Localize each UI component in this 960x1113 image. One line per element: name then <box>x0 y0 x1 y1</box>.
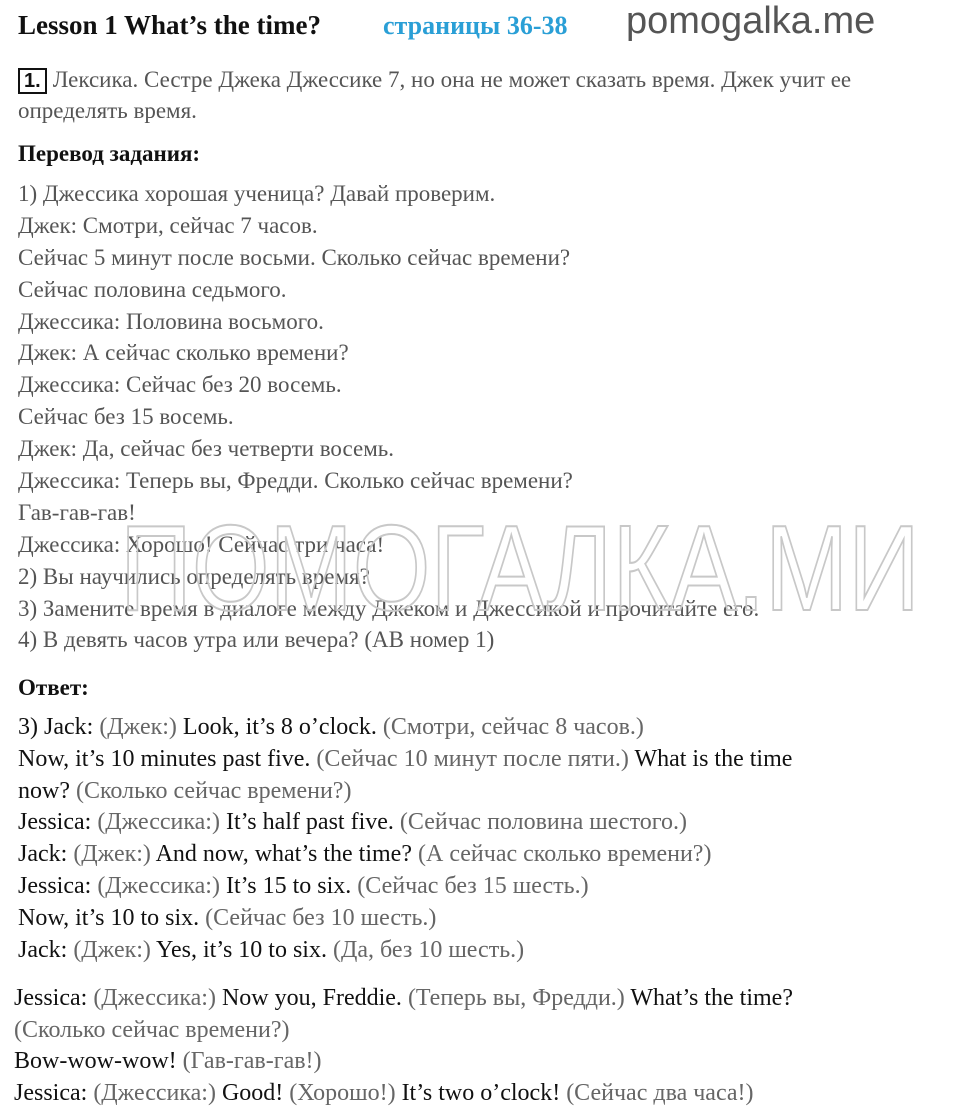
english-text: It’s 15 to six. <box>225 872 358 899</box>
answer-line <box>14 1078 949 1110</box>
answer-line <box>14 1046 949 1078</box>
translation-line: Джек: Да, сейчас без четверти восемь. <box>18 436 394 462</box>
page-header <box>18 0 958 46</box>
english-text: now? <box>18 777 76 804</box>
pages-link[interactable]: страницы 36-38 <box>383 11 568 40</box>
russian-translation: (Сейчас без 15 шесть.) <box>357 872 589 899</box>
russian-translation: (Джессика:) <box>97 872 226 899</box>
answer-line <box>18 935 948 967</box>
english-text: Jessica: <box>14 1079 94 1106</box>
english-text: It’s two o’clock! <box>401 1079 567 1106</box>
answer-heading: Ответ: <box>18 675 89 700</box>
russian-translation: (Джек:) <box>99 714 183 740</box>
answer-line <box>18 776 948 808</box>
answer-line <box>14 1015 949 1047</box>
answer-line <box>18 744 948 776</box>
russian-translation: (Сейчас два часа!) <box>566 1079 754 1106</box>
task-text: Лексика. Сестре Джека Джессике 7, но она не может сказать время. Джек учит ее определять время. <box>18 67 852 123</box>
translation-line: Сейчас 5 минут после восьми. Сколько сейчас времени? <box>18 244 571 270</box>
russian-translation: (Сейчас без 10 шесть.) <box>205 904 437 931</box>
english-text: Good! <box>221 1079 290 1106</box>
translation-line: Джек: А сейчас сколько времени? <box>18 340 349 366</box>
russian-translation: (Джессика:) <box>97 809 226 836</box>
russian-translation: (Теперь вы, Фредди.) <box>407 985 631 1011</box>
lesson-title: Lesson 1 What’s the time? <box>18 10 321 40</box>
english-text: Now, it’s 10 to six. <box>18 904 206 931</box>
translation-line: Джек: Смотри, сейчас 7 часов. <box>18 212 318 238</box>
russian-translation: (Сколько сейчас времени?) <box>14 1016 290 1043</box>
english-text: Yes, it’s 10 to six. <box>156 936 333 963</box>
russian-translation: (Гав-гав-гав!) <box>182 1048 322 1075</box>
english-text: Look, it’s 8 o’clock. <box>182 714 383 740</box>
translation-line: Джессика: Хорошо! Сейчас три часа! <box>18 531 385 557</box>
english-text: Jessica: <box>18 809 98 836</box>
english-text: Bow-wow-wow! <box>14 1048 183 1075</box>
english-text: Now you, Freddie. <box>221 985 408 1011</box>
translation-line: Сейчас половина седьмого. <box>18 276 287 302</box>
russian-translation: (Сколько сейчас времени?) <box>75 777 352 804</box>
answer-line <box>18 712 948 744</box>
translation-line: 1) Джессика хорошая ученица? Давай проверим. <box>18 181 496 206</box>
russian-translation: (Хорошо!) <box>289 1079 402 1106</box>
russian-translation: (Да, без 10 шесть.) <box>332 936 525 963</box>
russian-translation: (Джессика:) <box>93 1079 222 1106</box>
russian-translation: (Джек:) <box>73 841 156 868</box>
task-description <box>18 64 938 126</box>
answer-line <box>18 871 948 903</box>
russian-translation: (Джессика:) <box>93 985 222 1011</box>
russian-translation: (А сейчас сколько времени?) <box>418 841 712 868</box>
english-text: What’s the time? <box>630 985 793 1011</box>
answer-block-1 <box>18 712 948 966</box>
translation-line: 2) Вы научились определять время? <box>18 563 370 589</box>
answer-line <box>14 983 949 1015</box>
translation-line: Джессика: Половина восьмого. <box>18 308 324 334</box>
site-logo: pomogalka.me <box>626 0 876 42</box>
translation-line: 3) Замените время в диалоге между Джеком и Джессикой и прочитайте его. <box>18 595 760 621</box>
translation-line: Джессика: Теперь вы, Фредди. Сколько сейчас времени? <box>18 468 573 494</box>
english-text: Jack: <box>18 936 74 963</box>
russian-translation: (Джек:) <box>73 936 157 963</box>
translation-line: Джессика: Сейчас без 20 восемь. <box>18 372 342 398</box>
russian-translation: (Сейчас половина шестого.) <box>399 809 688 836</box>
watermark-text: ПОМОГАЛКА.МИ <box>120 500 920 632</box>
english-text: 3) Jack: <box>18 714 100 740</box>
english-text: Now, it’s 10 minutes past five. <box>18 745 317 772</box>
russian-translation: (Смотри, сейчас 8 часов.) <box>382 714 644 740</box>
english-text: Jessica: <box>18 872 98 899</box>
answer-line <box>18 807 948 839</box>
english-text: Jack: <box>18 841 74 868</box>
translation-list <box>18 178 948 656</box>
english-text: And now, what’s the time? <box>155 841 418 868</box>
translation-heading: Перевод задания: <box>18 141 201 166</box>
translation-line: Гав-гав-гав! <box>18 499 136 525</box>
answer-line <box>18 903 948 935</box>
task-number: 1. <box>18 68 47 94</box>
english-text: What is the time <box>634 745 793 772</box>
translation-line: 4) В девять часов утра или вечера? (АВ номер 1) <box>18 627 495 653</box>
translation-line: Сейчас без 15 восемь. <box>18 404 234 430</box>
english-text: It’s half past five. <box>225 809 400 836</box>
russian-translation: (Сейчас 10 минут после пяти.) <box>316 745 635 772</box>
answer-block-2 <box>14 983 949 1109</box>
english-text: Jessica: <box>14 985 94 1011</box>
answer-line <box>18 839 948 871</box>
